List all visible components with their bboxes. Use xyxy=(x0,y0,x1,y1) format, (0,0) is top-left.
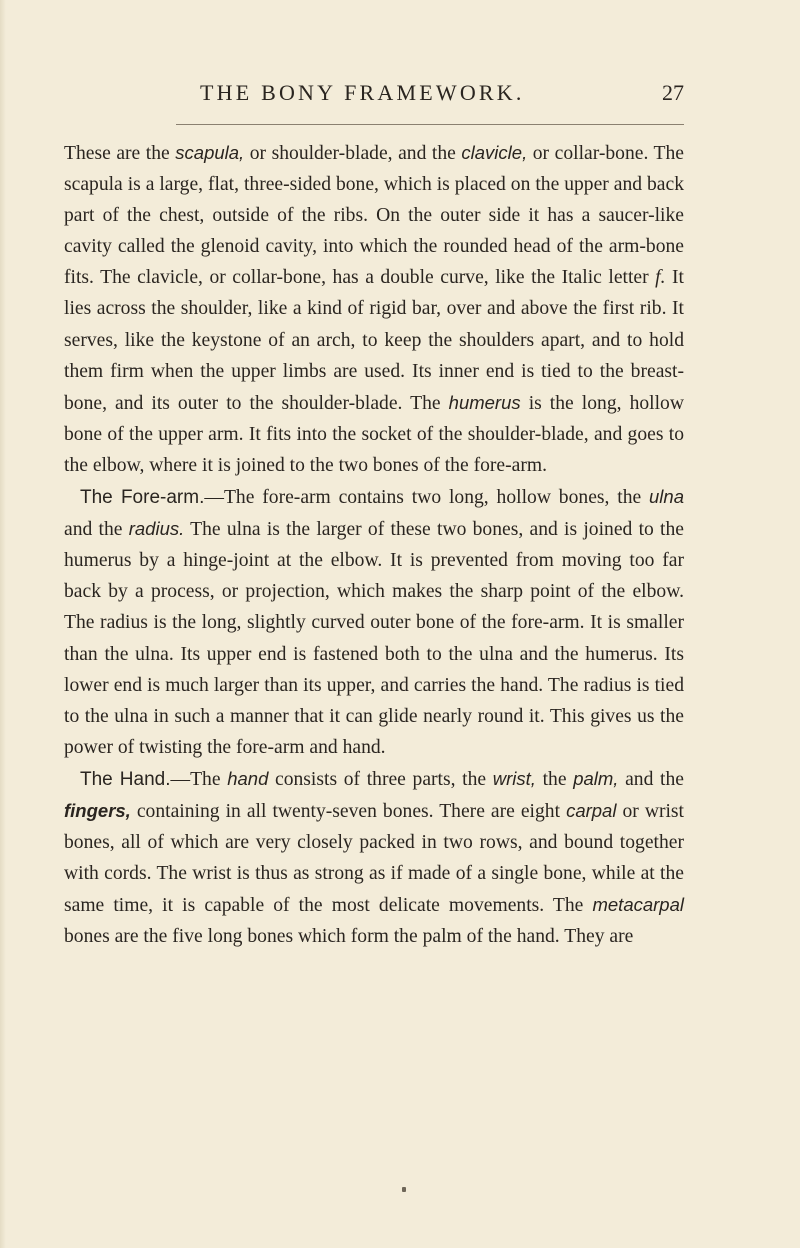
body-text xyxy=(64,137,684,952)
term-hand: hand xyxy=(227,767,269,789)
section-heading-hand: The Hand. xyxy=(80,768,171,790)
page-title: THE BONY FRAMEWORK. xyxy=(200,80,525,105)
term-radius: radius. xyxy=(128,518,185,540)
header-rule xyxy=(176,124,684,125)
term-clavicle: clavicle, xyxy=(461,142,528,163)
term-scapula: scapula, xyxy=(175,142,245,163)
paragraph-scapula: These are the scapula, or shoulder-blade, and the clavicle, or collar-bone. The scapula is a large, flat, three-sided bone, which is placed on the upper and back part of the chest, outside of the ribs. On the outer side it has a saucer-like cavity called the glenoid cavity, into which the rounded head of the arm-bone fits. The clavicle, or collar-bone, has a double curve, like the Italic letter f. It lies across the shoulder, like a kind of rigid bar, over and above the first rib. It serves, like the keystone of an arch, to keep the shoulders apart, and to hold them firm when the upper limbs are used. Its inner end is tied to the breast-bone, and its outer to the shoulder-blade. The humerus is the long, hollow bone of the upper arm. It fits into the socket of the shoulder-blade, and goes to the elbow, where it is joined to the two bones of the fore-arm. xyxy=(64,142,684,476)
page-edge xyxy=(0,0,6,1248)
paragraph-hand: The Hand.—The hand consists of three parts, the wrist, the palm, and the fingers, containing in all twenty-seven bones. There are eight carpal or wrist bones, all of which are very closely packed in two rows, and bound together with cords. The wrist is thus as strong as if made of a single bone, while at the same time, it is capable of the most delicate movements. The metacarpal bones are the five long bones which form the palm of the hand. They are xyxy=(64,767,685,948)
section-heading-fore-arm: The Fore-arm. xyxy=(80,487,205,509)
term-wrist: wrist, xyxy=(492,767,536,789)
paragraph-fore-arm: The Fore-arm.—The fore-arm contains two long, hollow bones, the ulna and the radius. The ulna is the larger of these two bones, and is joined to the humerus by a hinge-joint at the elbow. It is prevented from moving too far back by a process, or projection, which makes the sharp point of the elbow. The radius is the long, slightly curved outer bone of the fore-arm. It is smaller than the ulna. Its upper end is fastened both to the ulna and the humerus. Its lower end is much larger than its upper, and carries the hand. The radius is tied to the ulna in such a manner that it can glide nearly round it. This gives us the power of twisting the fore-arm and hand. xyxy=(64,486,684,758)
italic-letter-f: f. xyxy=(655,267,666,289)
page-number: 27 xyxy=(662,80,684,105)
term-palm: palm, xyxy=(573,767,619,789)
term-humerus: humerus xyxy=(448,391,521,413)
term-fingers: fingers, xyxy=(64,799,131,821)
term-metacarpal: metacarpal xyxy=(592,894,684,916)
running-head xyxy=(64,80,684,120)
term-carpal: carpal xyxy=(566,799,617,821)
term-ulna: ulna xyxy=(649,486,684,508)
print-mark xyxy=(402,1187,406,1192)
